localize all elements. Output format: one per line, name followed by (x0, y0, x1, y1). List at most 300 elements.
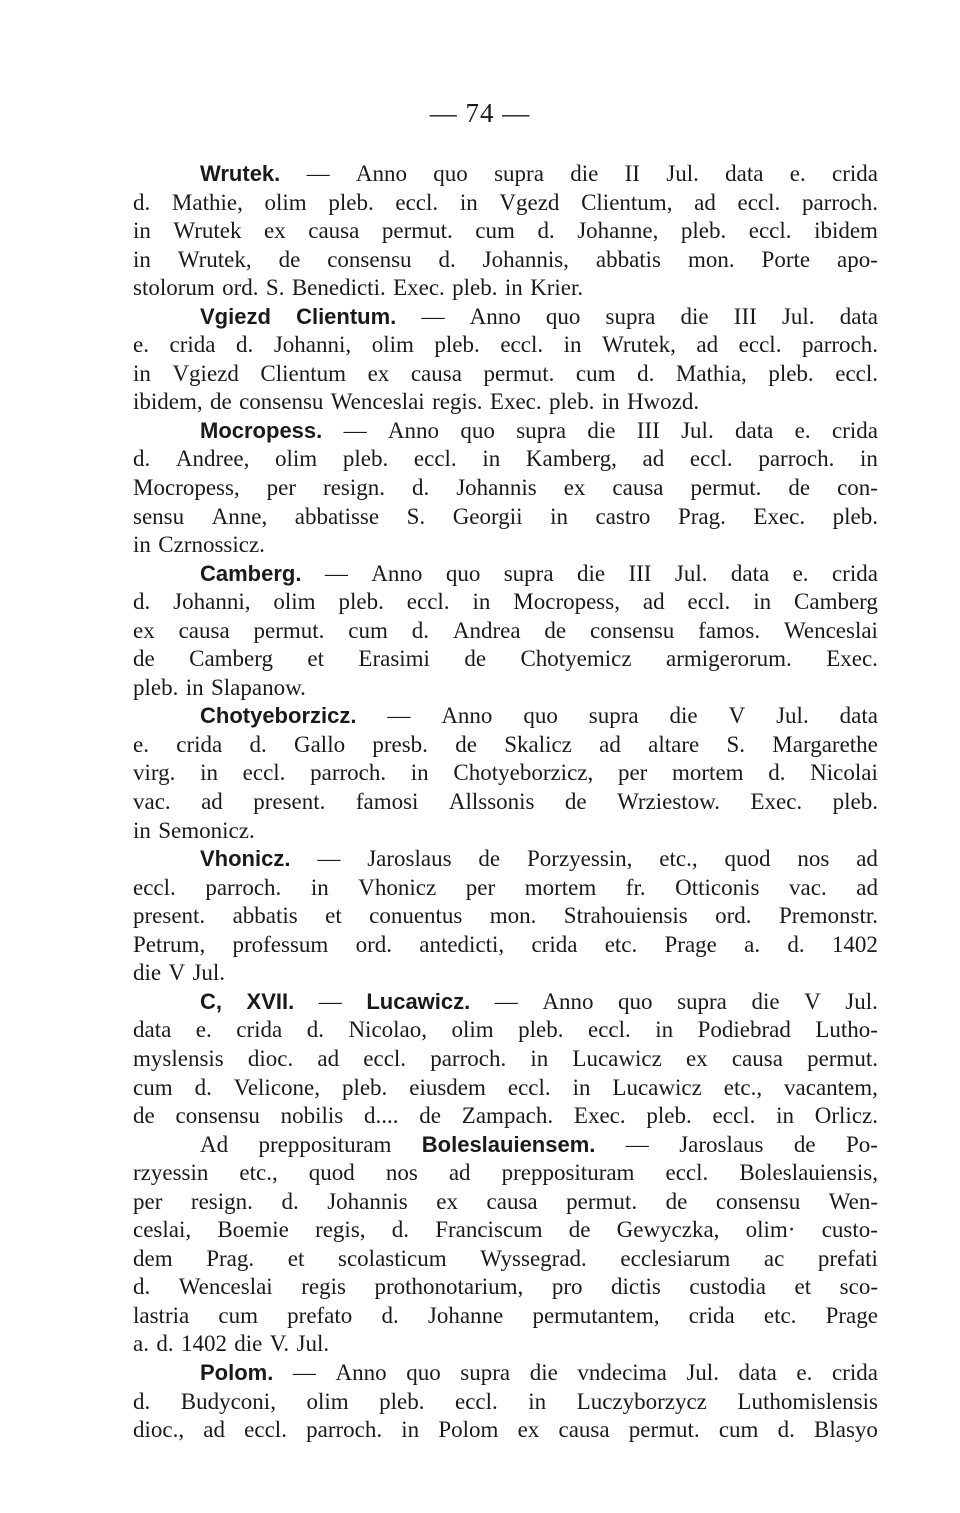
text-word: mortem (672, 760, 744, 786)
text-word: Mocropess, (133, 475, 240, 501)
text-word: pleb. (646, 1103, 692, 1129)
text-word: data (839, 303, 878, 329)
text-word: Wrutek, (177, 246, 252, 272)
text-line (133, 1388, 878, 1417)
text-word: parroch. (306, 1417, 383, 1443)
text-word: Luczyborzycz (576, 1388, 707, 1414)
text-word: scolasticum (338, 1245, 447, 1271)
text-word: data (735, 417, 774, 443)
text-word: d. (133, 1274, 151, 1300)
text-word: consensu (715, 1188, 801, 1214)
text-word: in (550, 503, 568, 529)
text-word: — (292, 1359, 316, 1385)
text-word: Krier. (530, 275, 584, 301)
text-word: de (133, 646, 155, 672)
text-word: ceslai, (133, 1217, 192, 1243)
text-word: d. (281, 1188, 299, 1214)
text-word: prepposituram (258, 1131, 392, 1157)
text-word: d. (133, 589, 151, 615)
text-word: antedicti, (419, 931, 505, 957)
text-word: ad (856, 874, 878, 900)
text-word: Jul. (781, 303, 815, 329)
text-word: de (278, 246, 301, 272)
text-word: Nicolao, (348, 1017, 427, 1043)
text-line (133, 788, 878, 817)
text-word: Budyconi, (180, 1388, 276, 1414)
text-word: crida (831, 417, 878, 443)
text-word: V. (269, 1331, 290, 1357)
text-word: in (860, 446, 878, 472)
entry-heading: Lucawicz. (366, 988, 471, 1014)
entry-heading: Vgiezd (200, 303, 271, 329)
text-word: prefati (817, 1245, 878, 1271)
text-word: Wenceslai (178, 1274, 273, 1300)
text-word: causa (410, 360, 462, 386)
text-word: etc., (659, 846, 698, 872)
text-word: de (793, 1131, 816, 1157)
entry-heading: Chotyeborzicz. (200, 703, 357, 729)
text-word: 1402 (831, 931, 878, 957)
text-word: prefato (287, 1302, 353, 1328)
text-line (133, 1330, 878, 1359)
text-word: etc. (763, 1302, 797, 1328)
text-word: eccl. (454, 1388, 498, 1414)
text-line (133, 503, 878, 532)
text-word: a. (744, 931, 761, 957)
text-word: — (324, 560, 348, 586)
text-word: ad (694, 189, 716, 215)
text-word: — (494, 988, 518, 1014)
text-word: fr. (625, 874, 646, 900)
text-word: ac (763, 1245, 785, 1271)
text-word: ecclesiarum (620, 1245, 731, 1271)
text-word: in (401, 1417, 420, 1443)
text-line (133, 931, 878, 960)
text-line (133, 246, 878, 275)
text-word: permutantem, (532, 1302, 660, 1328)
text-word: resign. (190, 1188, 253, 1214)
text-word: in (185, 674, 204, 700)
text-word: Prage (825, 1302, 878, 1328)
text-word: causa (612, 475, 664, 501)
text-word: V (728, 703, 746, 729)
text-word: con- (837, 475, 878, 501)
text-line (133, 1045, 878, 1074)
text-word: in (133, 218, 151, 244)
text-word: d. (411, 617, 429, 643)
text-word: regis (301, 1274, 346, 1300)
text-word: quod (724, 846, 771, 872)
text-word: permut. (381, 218, 453, 244)
text-word: d. (381, 1302, 399, 1328)
text-line (133, 731, 878, 760)
text-word: die (680, 303, 709, 329)
text-word: Clientum, (581, 189, 673, 215)
text-word: ad (448, 1160, 471, 1186)
text-word: Boleslauiensis, (739, 1160, 878, 1186)
text-line (133, 1159, 878, 1188)
text-word: in (410, 760, 429, 786)
text-word: ad (856, 846, 878, 872)
text-word: pleb. (832, 503, 878, 529)
text-word: e. (195, 1017, 212, 1043)
text-line (133, 617, 878, 646)
text-word: olim (306, 1388, 349, 1414)
text-word: in (133, 246, 151, 272)
text-word: data (839, 703, 878, 729)
text-word: Blasyo (814, 1417, 878, 1443)
text-word: die (529, 1359, 558, 1385)
text-word: ad (599, 731, 621, 757)
text-word: ex (436, 1188, 458, 1214)
text-word: in (504, 275, 523, 301)
text-word: Anno (542, 988, 594, 1014)
text-word: pleb. (548, 389, 595, 415)
text-word: Exec. (489, 389, 542, 415)
text-word: Polom (438, 1417, 499, 1443)
text-word: Mathie, (171, 189, 243, 215)
text-word: Exec. (826, 646, 878, 672)
text-word: de (564, 789, 587, 815)
text-word: Georgii (452, 503, 523, 529)
text-word: de (788, 475, 811, 501)
text-word: crida (236, 1017, 283, 1043)
text-line (133, 874, 878, 903)
text-line (133, 560, 878, 589)
text-word: Kamberg, (525, 446, 617, 472)
text-word: S. (265, 275, 285, 301)
text-word: Podiebrad (697, 1017, 791, 1043)
text-word: dem (133, 1245, 173, 1271)
text-word: Gallo (293, 731, 346, 757)
text-word: Wen- (828, 1188, 878, 1214)
text-word: presb. (372, 731, 428, 757)
text-word: pleb. (338, 589, 384, 615)
text-word: supra (460, 1359, 511, 1385)
text-word: eccl. (687, 589, 731, 615)
text-word: eccl. (712, 1103, 756, 1129)
text-word: pleb. (342, 446, 389, 472)
text-word: nobilis (280, 1103, 344, 1129)
text-word: die (669, 703, 698, 729)
text-word: eccl. (835, 360, 878, 386)
text-word: — (306, 161, 330, 186)
text-word: III (733, 303, 757, 329)
text-word: supra (503, 560, 554, 586)
text-word: pleb. (328, 189, 374, 215)
text-word: d. (156, 1331, 174, 1357)
entry-heading: Wrutek. (200, 161, 281, 186)
text-word: Wyssegrad. (480, 1245, 587, 1271)
text-word: Skalicz (504, 731, 572, 757)
text-word: quo (445, 560, 481, 586)
text-word: Vgiezd (172, 360, 239, 386)
text-word: quod (308, 1160, 355, 1186)
text-word: olim (451, 1017, 494, 1043)
text-line (133, 274, 878, 303)
text-line (133, 1102, 878, 1131)
text-word: Gewyczka, (616, 1217, 720, 1243)
text-word: Jaroslaus (367, 846, 452, 872)
text-word: 1402 (180, 1331, 227, 1357)
text-word: ad (203, 1417, 225, 1443)
text-word: Otticonis (675, 874, 760, 900)
text-word: Slapanow. (210, 674, 306, 700)
text-word: parroch. (205, 874, 282, 900)
text-word: eccl. (413, 446, 457, 472)
text-word: Boemie (217, 1217, 289, 1243)
text-word: Wrutek (173, 218, 242, 244)
text-word: consensu (589, 617, 675, 643)
text-line (133, 160, 878, 189)
text-word: a. (133, 1331, 149, 1357)
text-word: de (133, 1103, 155, 1129)
text-line (133, 1302, 878, 1331)
text-word: cum (718, 1417, 759, 1443)
text-word: eiusdem (409, 1074, 486, 1100)
text-line (133, 674, 878, 703)
text-word: Jul. (666, 161, 699, 186)
text-word: pleb. (341, 1074, 388, 1100)
text-word: nos (797, 846, 830, 872)
text-word: supra (605, 303, 656, 329)
text-word: causa (308, 218, 360, 244)
text-word: d. (194, 1074, 212, 1100)
text-line (133, 331, 878, 360)
text-word: eccl. (587, 1017, 631, 1043)
text-word: Johannis (456, 475, 537, 501)
text-word: Exec. (573, 1103, 626, 1129)
page-number: — 74 — (429, 98, 531, 128)
text-word: stolorum (133, 275, 215, 301)
text-word: consensu (327, 246, 412, 272)
text-word: cum (575, 360, 616, 386)
text-word: eccl. (406, 589, 450, 615)
text-word: de (464, 646, 487, 672)
text-word: Jul. (686, 1359, 719, 1385)
text-word: Anne, (211, 503, 268, 529)
text-word: conuentus (369, 903, 463, 929)
text-word: de (544, 617, 567, 643)
text-word: per (133, 1188, 163, 1214)
text-word: supra (588, 703, 639, 729)
text-word: die (133, 960, 162, 986)
text-word: prothonotarium, (374, 1274, 524, 1300)
text-word: die (570, 161, 599, 186)
text-word: de (210, 389, 232, 415)
text-word: Po- (846, 1131, 878, 1157)
text-word: quo (523, 703, 558, 729)
text-word: dictis (611, 1274, 661, 1300)
text-word: eccl. (244, 1417, 287, 1443)
text-word: regis, (315, 1217, 366, 1243)
text-word: quo (406, 1359, 441, 1385)
text-word: pleb. (832, 789, 878, 815)
text-word: Margarethe (772, 731, 878, 757)
text-word: Franciscum (435, 1217, 543, 1243)
text-word: quo (618, 988, 653, 1014)
text-word: eccl. (748, 218, 792, 244)
text-word: consensu (175, 1103, 260, 1129)
text-word: S. (726, 731, 746, 757)
text-word: pleb. (768, 360, 814, 386)
text-word: olim (275, 446, 318, 472)
text-word: Strahouiensis (563, 903, 688, 929)
text-word: rzyessin (133, 1160, 209, 1186)
text-word: Andree, (175, 446, 250, 472)
text-word: present. (133, 903, 206, 929)
text-word: professum (232, 931, 329, 957)
text-line (133, 702, 878, 731)
text-word: Erasimi (358, 646, 430, 672)
text-word: supra (516, 417, 567, 443)
text-word: per (617, 760, 648, 786)
text-word: etc., (723, 1074, 763, 1100)
text-line (133, 474, 878, 503)
text-line (133, 588, 878, 617)
text-word: mortem (524, 874, 597, 900)
text-word: in (200, 760, 218, 786)
text-word: in (563, 332, 582, 358)
text-word: Vhonicz (358, 874, 437, 900)
text-word: de (478, 846, 501, 872)
text-word: Wenceslai (784, 617, 878, 643)
text-word: famosi (355, 789, 419, 815)
text-word: dioc., (133, 1417, 185, 1443)
text-word: consensu (239, 389, 324, 415)
text-word: in (133, 360, 151, 386)
entry-heading: Polom. (200, 1359, 274, 1385)
text-word: Luthomislensis (737, 1388, 878, 1414)
text-word: crida (831, 560, 878, 586)
text-word: Orlicz. (814, 1103, 878, 1129)
text-word: d. (249, 731, 267, 757)
text-line (133, 1188, 878, 1217)
text-word: et (794, 1274, 812, 1300)
text-line (133, 1074, 878, 1103)
text-word: Lucawicz (612, 1074, 702, 1100)
text-word: ad (642, 589, 665, 615)
text-word: Camberg (189, 646, 274, 672)
text-word: ord. (355, 931, 392, 957)
document-text (133, 160, 878, 1445)
text-word: cum (133, 1074, 173, 1100)
text-word: cum (475, 218, 515, 244)
entry-heading: C, (200, 988, 222, 1014)
text-word: Semonicz. (158, 817, 255, 843)
text-line (133, 759, 878, 788)
text-word: mon. (687, 246, 735, 272)
text-word: d. (306, 1017, 324, 1043)
text-word: parroch. (801, 332, 878, 358)
text-word: — (625, 1131, 649, 1157)
text-word: parroch. (430, 1045, 507, 1071)
text-word: in (655, 1017, 674, 1043)
text-word: Camberg (794, 589, 878, 615)
text-word: V (168, 960, 186, 986)
text-word: causa (731, 1045, 783, 1071)
text-word: d. (411, 475, 430, 501)
text-word: Clientum (260, 360, 347, 386)
text-word: pleb. (518, 1017, 564, 1043)
text-line (133, 1131, 878, 1160)
text-word: lastria (133, 1302, 190, 1328)
text-word: — (343, 417, 367, 443)
text-word: d. (391, 1217, 409, 1243)
text-word: in (530, 1045, 549, 1071)
text-word: Johanne (427, 1302, 504, 1328)
text-word: apo- (837, 246, 878, 272)
text-word: in (601, 389, 620, 415)
text-line (133, 1216, 878, 1245)
text-word: de (419, 1103, 442, 1129)
text-word: prepposituram (501, 1160, 635, 1186)
text-word: Petrum, (133, 931, 206, 957)
text-word: permut. (628, 1417, 700, 1443)
text-word: causa (486, 1188, 538, 1214)
text-word: — (387, 703, 411, 729)
text-word: Johanni, (273, 332, 352, 358)
text-word: cum (218, 1302, 258, 1328)
text-word: Anno (335, 1359, 387, 1385)
text-word: — (317, 846, 341, 872)
text-word: Exec. (393, 275, 445, 301)
text-word: Chotyeborzicz, (453, 760, 594, 786)
text-word: ex (264, 218, 286, 244)
text-word: Johannis (327, 1188, 408, 1214)
text-word: Velicone, (233, 1074, 320, 1100)
text-word: Porte (761, 246, 811, 272)
text-line (133, 902, 878, 931)
text-line (133, 189, 878, 218)
text-word: pleb. (680, 218, 727, 244)
text-word: ad (317, 1045, 340, 1071)
text-word: Jaroslaus (679, 1131, 764, 1157)
text-word: d. (637, 360, 655, 386)
text-word: de (455, 731, 477, 757)
text-line (133, 360, 878, 389)
text-word: crida (531, 931, 578, 957)
text-word: Johanni, (173, 589, 251, 615)
text-word: crida (169, 332, 216, 358)
text-word: in (528, 1388, 547, 1414)
text-word: data (133, 1017, 172, 1043)
text-word: abbatisse (294, 503, 380, 529)
text-word: Anno (355, 161, 407, 186)
text-line (133, 959, 878, 988)
text-word: sco- (839, 1274, 878, 1300)
text-word: die (587, 417, 616, 443)
text-word: virg. (133, 760, 176, 786)
text-word: die (576, 560, 606, 586)
text-word: V (804, 988, 821, 1014)
text-word: eccl. (500, 332, 544, 358)
text-word: eccl. (738, 332, 782, 358)
text-word: Wenceslai (330, 389, 425, 415)
text-word: et (325, 903, 342, 929)
text-word: II (624, 161, 640, 186)
text-word: ad (642, 446, 665, 472)
text-word: Hwozd. (626, 389, 700, 415)
text-word: de (568, 1217, 591, 1243)
text-line (133, 845, 878, 874)
text-word: resign. (323, 475, 385, 501)
text-word: e. (792, 560, 809, 586)
text-line (133, 445, 878, 474)
text-line (133, 217, 878, 246)
text-word: permut. (807, 1045, 878, 1071)
text-word: ex (685, 1045, 708, 1071)
